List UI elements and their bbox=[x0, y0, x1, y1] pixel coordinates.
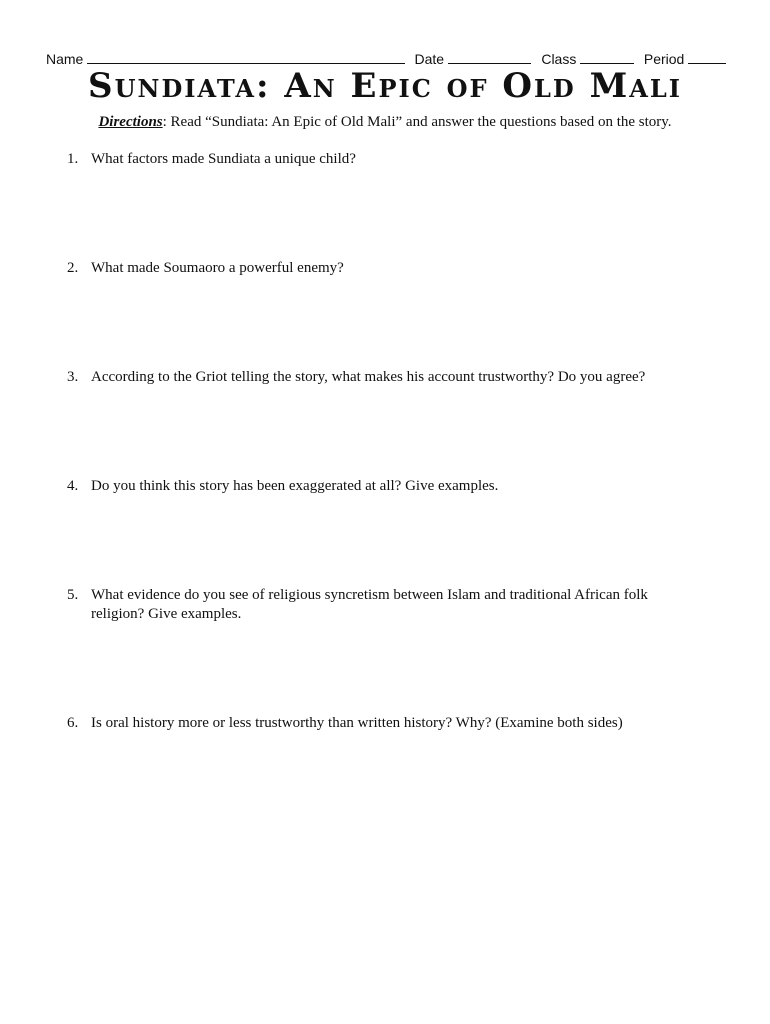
directions bbox=[0, 114, 770, 131]
question-text: According to the Griot telling the story, what makes his account trustworthy? Do you agree? bbox=[91, 369, 646, 385]
period-blank[interactable] bbox=[688, 49, 726, 64]
name-label: Name bbox=[46, 51, 84, 67]
class-blank[interactable] bbox=[580, 49, 634, 64]
class-label: Class bbox=[541, 51, 577, 67]
date-label: Date bbox=[414, 51, 445, 67]
question-2 bbox=[67, 259, 697, 278]
date-blank[interactable] bbox=[448, 49, 531, 64]
question-4 bbox=[67, 477, 697, 496]
directions-label: Directions bbox=[98, 114, 163, 130]
question-number: 4. bbox=[67, 478, 79, 494]
question-1 bbox=[67, 150, 697, 169]
question-text: Do you think this story has been exaggerated at all? Give examples. bbox=[91, 478, 499, 494]
question-3 bbox=[67, 368, 697, 387]
question-number: 2. bbox=[67, 260, 79, 276]
header-fields bbox=[46, 45, 726, 67]
question-text: Is oral history more or less trustworthy than written history? Why? (Examine both sides) bbox=[91, 715, 623, 731]
question-number: 5. bbox=[67, 587, 79, 603]
question-number: 3. bbox=[67, 369, 79, 385]
question-text: What evidence do you see of religious syncretism between Islam and traditional African folk religion? Give examples. bbox=[91, 587, 648, 622]
directions-text: : Read “Sundiata: An Epic of Old Mali” and answer the questions based on the story. bbox=[162, 114, 672, 130]
period-label: Period bbox=[643, 51, 685, 67]
question-number: 6. bbox=[67, 715, 79, 731]
question-number: 1. bbox=[67, 151, 79, 167]
name-blank[interactable] bbox=[87, 49, 404, 64]
question-text: What made Soumaoro a powerful enemy? bbox=[91, 260, 344, 276]
question-text: What factors made Sundiata a unique child? bbox=[91, 151, 356, 167]
page-title: Sundiata: An Epic of Old Mali bbox=[88, 66, 682, 106]
question-5 bbox=[67, 586, 697, 623]
question-6 bbox=[67, 714, 697, 733]
